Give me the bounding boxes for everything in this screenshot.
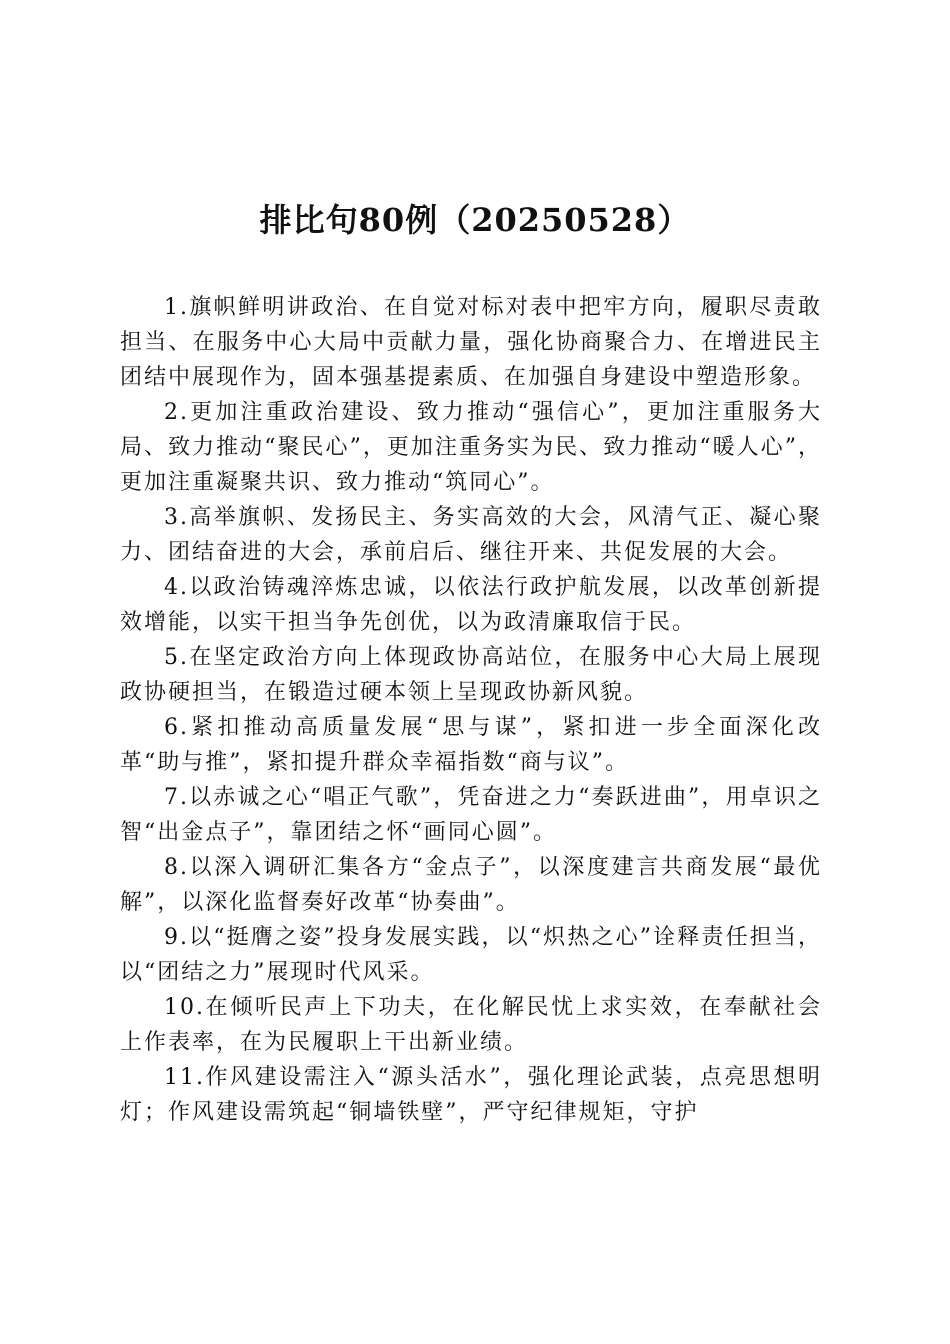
document-body [120,290,822,1130]
paragraph: 10.在倾听民声上下功夫，在化解民忧上求实效，在奉献社会上作表率，在为民履职上干出新业绩。 [120,995,822,1055]
paragraph: 6.紧扣推动高质量发展“思与谋”，紧扣进一步全面深化改革“助与推”，紧扣提升群众幸福指数“商与议”。 [120,715,822,775]
paragraph: 1.旗帜鲜明讲政治、在自觉对标对表中把牢方向，履职尽责敢担当、在服务中心大局中贡献力量，强化协商聚合力、在增进民主团结中展现作为，固本强基提素质、在加强自身建设中塑造形象。 [120,295,822,390]
paragraph: 11.作风建设需注入“源头活水”，强化理论武装，点亮思想明灯；作风建设需筑起“铜墙铁壁”，严守纪律规矩，守护 [120,1065,822,1125]
document-title: 排比句80例（20250528） [259,201,691,239]
paragraph: 9.以“挺膺之姿”投身发展实践，以“炽热之心”诠释责任担当，以“团结之力”展现时代风采。 [120,925,822,985]
paragraph: 5.在坚定政治方向上体现政协高站位，在服务中心大局上展现政协硬担当，在锻造过硬本领上呈现政协新风貌。 [120,645,822,705]
paragraph: 7.以赤诚之心“唱正气歌”，凭奋进之力“奏跃进曲”，用卓识之智“出金点子”，靠团结之怀“画同心圆”。 [120,785,822,845]
paragraph: 4.以政治铸魂淬炼忠诚，以依法行政护航发展，以改革创新提效增能，以实干担当争先创优，以为政清廉取信于民。 [120,575,822,635]
paragraph: 3.高举旗帜、发扬民主、务实高效的大会，风清气正、凝心聚力、团结奋进的大会，承前启后、继往开来、共促发展的大会。 [120,505,822,565]
paragraph: 8.以深入调研汇集各方“金点子”，以深度建言共商发展“最优解”，以深化监督奏好改革“协奏曲”。 [120,855,822,915]
paragraph: 2.更加注重政治建设、致力推动“强信心”，更加注重服务大局、致力推动“聚民心”，更加注重务实为民、致力推动“暖人心”，更加注重凝聚共识、致力推动“筑同心”。 [120,400,822,495]
